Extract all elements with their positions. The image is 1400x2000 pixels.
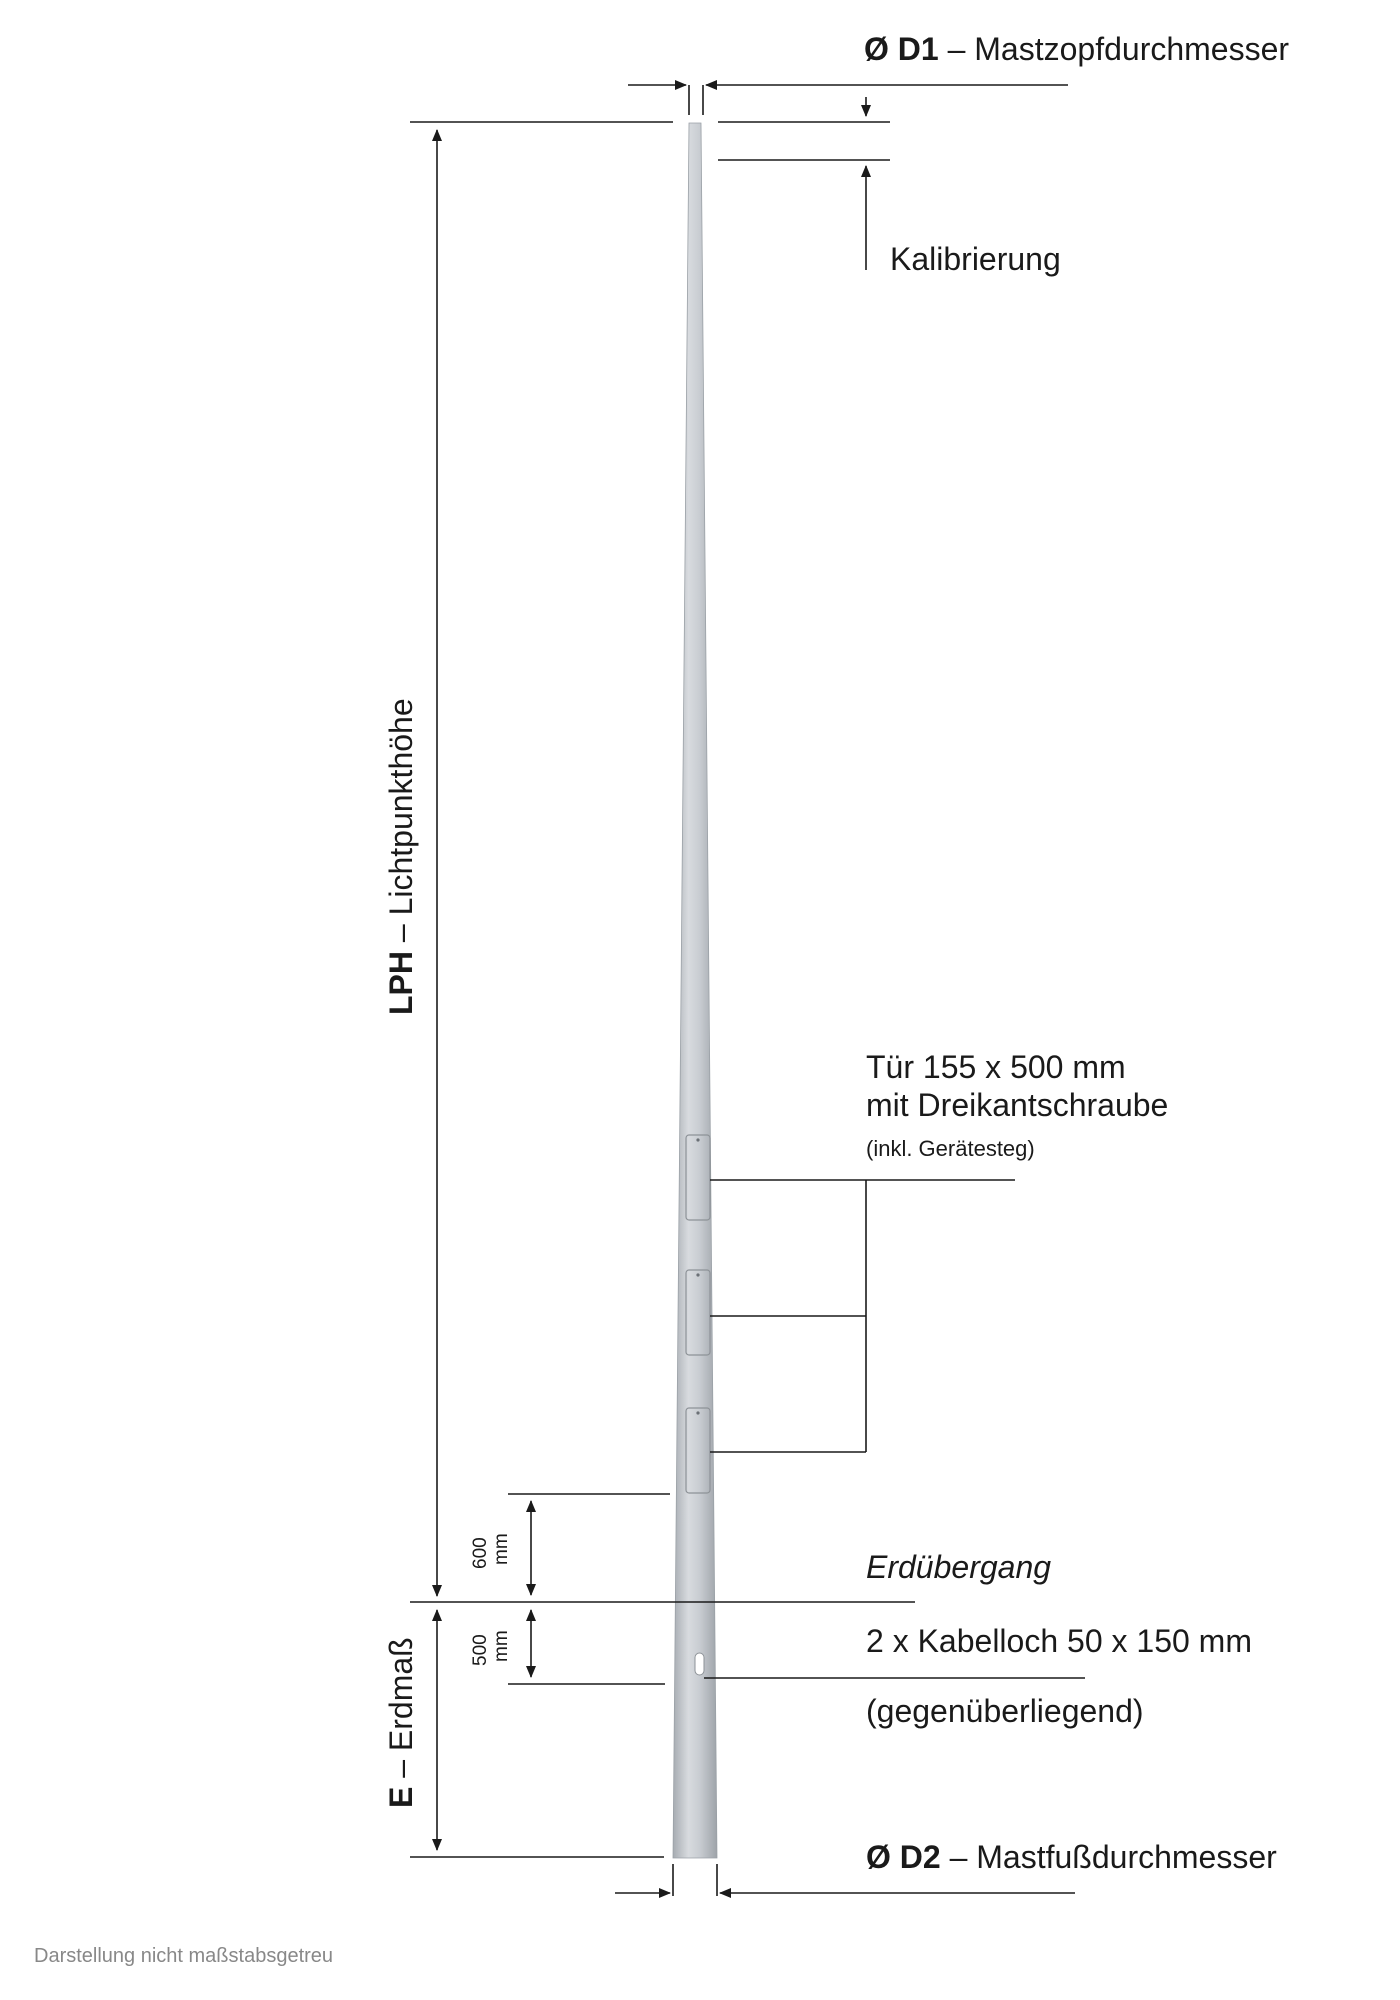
- dim600-value: 600: [470, 1537, 491, 1569]
- d1-label: [864, 31, 1289, 67]
- d2-symbol: Ø D2: [866, 1839, 941, 1875]
- footnote: Darstellung nicht maßstabsgetreu: [34, 1945, 334, 1967]
- lph-label: [383, 698, 419, 1015]
- lph-text: Lichtpunkthöhe: [383, 698, 419, 916]
- dim500-unit: mm: [491, 1630, 512, 1662]
- earth-text: Erdmaß: [383, 1637, 419, 1752]
- dim500-value: 500: [470, 1634, 491, 1666]
- lph-separator: –: [383, 915, 419, 951]
- lph-symbol: LPH: [383, 951, 419, 1015]
- door-screw-upper: [696, 1138, 699, 1141]
- pole-shaft: [673, 123, 717, 1858]
- door-label-line2: mit Dreikantschraube: [866, 1087, 1169, 1123]
- door-label-line1: Tür 155 x 500 mm: [866, 1049, 1126, 1085]
- dim600-unit: mm: [491, 1533, 512, 1565]
- d2-separator: –: [940, 1839, 977, 1875]
- cable-hole: [695, 1653, 704, 1675]
- ground-label: Erdübergang: [866, 1549, 1052, 1585]
- d2-text: Mastfußdurchmesser: [976, 1839, 1277, 1875]
- door-label-line3: (inkl. Gerätesteg): [866, 1136, 1035, 1161]
- d1-symbol: Ø D1: [864, 31, 939, 67]
- cable-label-line1: 2 x Kabelloch 50 x 150 mm: [866, 1623, 1252, 1659]
- earth-symbol: E: [383, 1786, 419, 1808]
- door-screw-lower: [696, 1411, 699, 1414]
- calibration-label: Kalibrierung: [890, 241, 1061, 277]
- d2-label: [866, 1839, 1277, 1875]
- earth-separator: –: [383, 1751, 419, 1787]
- d1-separator: –: [938, 31, 975, 67]
- door-screw-middle: [696, 1273, 699, 1276]
- cable-label-line2: (gegenüberliegend): [866, 1693, 1144, 1729]
- earth-label: [383, 1637, 419, 1808]
- d1-text: Mastzopfdurchmesser: [974, 31, 1290, 67]
